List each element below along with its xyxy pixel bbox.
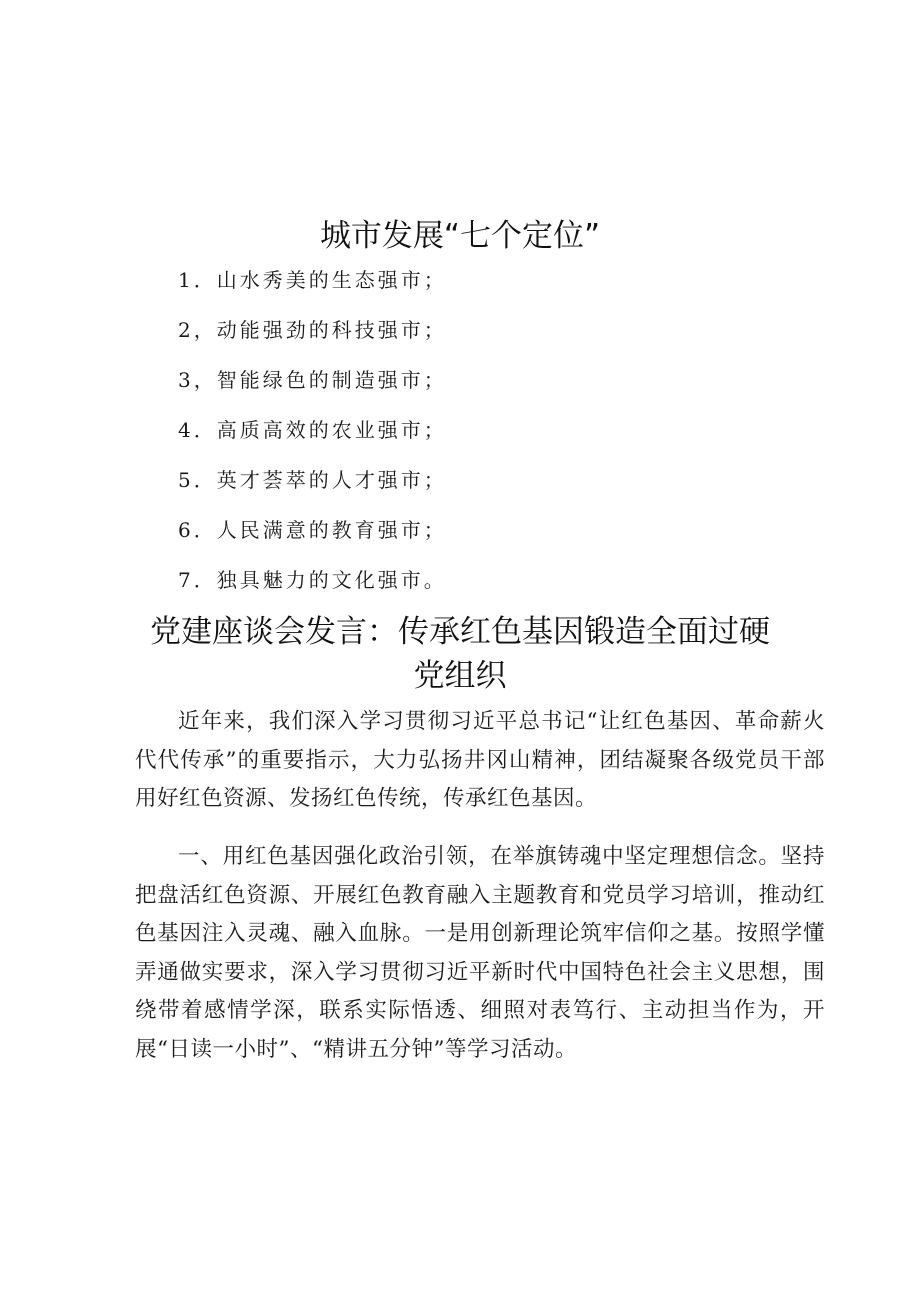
- body-paragraph: 近年来，我们深入学习贯彻习近平总书记“让红色基因、革命薪火代代传承”的重要指示，大力弘扬井冈山精神，团结凝聚各级党员干部用好红色资源、发扬红色传统，传承红色基因。: [135, 709, 825, 811]
- speech-title-line-1: 党建座谈会发言：传承红色基因锻造全面过硬: [150, 614, 770, 650]
- positions-list: [178, 262, 447, 612]
- list-item: 3，智能绿色的制造强市；: [178, 368, 447, 392]
- section-title-seven-positions: 城市发展“七个定位”: [319, 218, 601, 254]
- list-item: 4．高质高效的农业强市；: [178, 418, 447, 442]
- speech-title-line-2: 党组织: [413, 658, 507, 694]
- list-item: 1．山水秀美的生态强市；: [178, 268, 447, 292]
- body-paragraph: 一、用红色基因强化政治引领，在举旗铸魂中坚定理想信念。坚持把盘活红色资源、开展红色教育融入主题教育和党员学习培训，推动红色基因注入灵魂、融入血脉。一是用创新理论筑牢信仰之基。按照学懂弄通做实要求，深入学习贯彻习近平新时代中国特色社会主义思想，围绕带着感情学深，联系实际悟透、细照对表笃行、主动担当作为，开展“日读一小时”、“精讲五分钟”等学习活动。: [135, 844, 825, 1062]
- list-item: 6．人民满意的教育强市；: [178, 518, 447, 542]
- list-item: 2，动能强劲的科技强市；: [178, 318, 447, 342]
- list-item: 5．英才荟萃的人才强市；: [178, 468, 447, 492]
- list-item: 7．独具魅力的文化强市。: [178, 568, 447, 592]
